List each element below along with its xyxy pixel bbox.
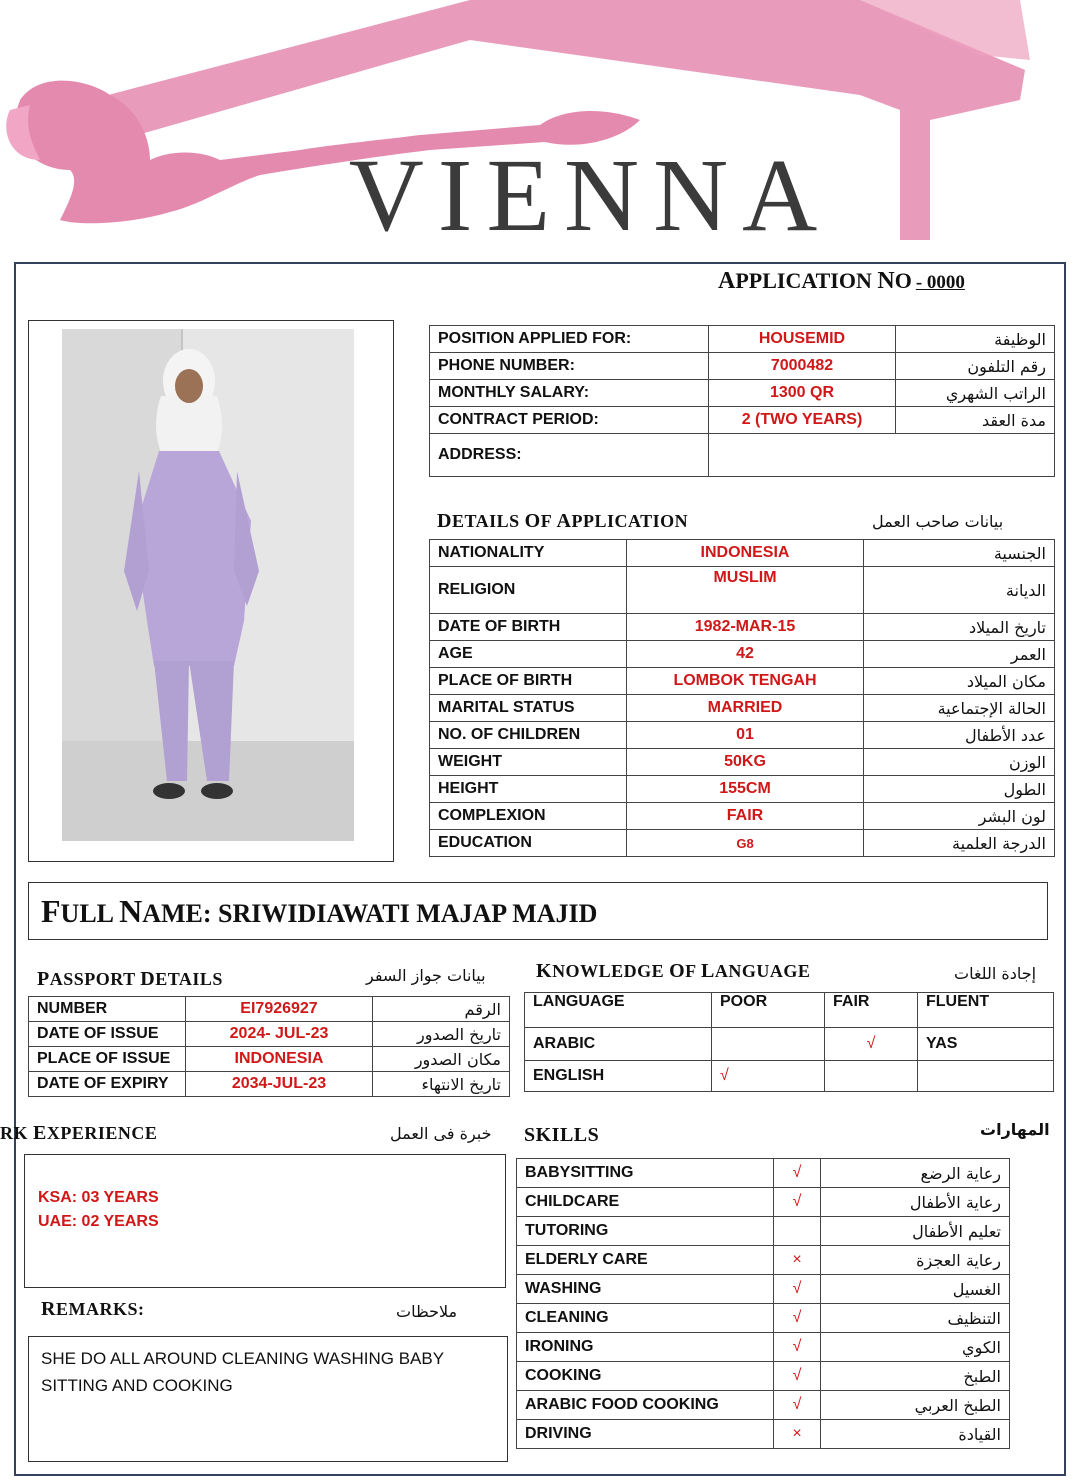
- row-label: MONTHLY SALARY:: [430, 380, 709, 407]
- language-poor: [712, 1028, 825, 1061]
- skill-arabic: الغسيل: [821, 1275, 1010, 1304]
- row-arabic: الوظيفة: [896, 326, 1055, 353]
- skills-title-arabic: المهارات: [980, 1120, 1050, 1139]
- row-arabic: مكان الصدور: [373, 1047, 510, 1072]
- row-label: NATIONALITY: [430, 540, 627, 567]
- row-arabic: تاريخ الميلاد: [864, 614, 1055, 641]
- row-value: FAIR: [627, 803, 864, 830]
- row-label: ADDRESS:: [430, 434, 709, 477]
- skill-arabic: الكوي: [821, 1333, 1010, 1362]
- row-value: 01: [627, 722, 864, 749]
- language-name: ARABIC: [525, 1028, 712, 1061]
- skill-arabic: التنظيف: [821, 1304, 1010, 1333]
- skill-mark: [774, 1217, 821, 1246]
- skill-name: COOKING: [517, 1362, 774, 1391]
- table-row: [430, 380, 1055, 407]
- skill-mark: √: [774, 1333, 821, 1362]
- details-title: DETAILS OF APPLICATION: [437, 510, 689, 532]
- full-name-value: SRIWIDIAWATI MAJAP MAJID: [218, 899, 598, 928]
- skill-name: CHILDCARE: [517, 1188, 774, 1217]
- language-poor: √: [712, 1061, 825, 1092]
- row-value: MUSLIM: [627, 567, 864, 614]
- row-value: 2034-JUL-23: [186, 1072, 373, 1097]
- work-title: RK EXPERIENCE: [0, 1122, 158, 1144]
- row-arabic: الدرجة العلمية: [864, 830, 1055, 857]
- row-arabic: رقم التلفون: [896, 353, 1055, 380]
- passport-title: PASSPORT DETAILS: [37, 968, 223, 990]
- table-row: [430, 641, 1055, 668]
- row-label: POSITION APPLIED FOR:: [430, 326, 709, 353]
- row-label: PLACE OF ISSUE: [29, 1047, 186, 1072]
- table-row: [29, 1022, 510, 1047]
- skill-name: WASHING: [517, 1275, 774, 1304]
- row-label: PHONE NUMBER:: [430, 353, 709, 380]
- skill-arabic: القيادة: [821, 1420, 1010, 1449]
- skill-arabic: الطبخ: [821, 1362, 1010, 1391]
- row-arabic: الطول: [864, 776, 1055, 803]
- header-fair: FAIR: [825, 993, 918, 1028]
- table-row: [517, 1159, 1010, 1188]
- header-poor: POOR: [712, 993, 825, 1028]
- table-row: [517, 1246, 1010, 1275]
- table-row: [517, 1188, 1010, 1217]
- row-label: MARITAL STATUS: [430, 695, 627, 722]
- row-value: 7000482: [709, 353, 896, 380]
- table-row: [29, 1047, 510, 1072]
- skill-mark: √: [774, 1391, 821, 1420]
- row-label: DATE OF EXPIRY: [29, 1072, 186, 1097]
- row-value: HOUSEMID: [709, 326, 896, 353]
- table-row: [525, 1028, 1054, 1061]
- row-arabic: الرقم: [373, 997, 510, 1022]
- skill-name: TUTORING: [517, 1217, 774, 1246]
- row-arabic: الديانة: [864, 567, 1055, 614]
- row-label: DATE OF BIRTH: [430, 614, 627, 641]
- table-row: [517, 1275, 1010, 1304]
- row-value: 42: [627, 641, 864, 668]
- row-arabic: الجنسية: [864, 540, 1055, 567]
- table-row: [517, 1333, 1010, 1362]
- row-value: 1982-MAR-15: [627, 614, 864, 641]
- row-arabic: تاريخ الصدور: [373, 1022, 510, 1047]
- table-row: [430, 540, 1055, 567]
- address-value: [709, 434, 1055, 477]
- table-row: [517, 1217, 1010, 1246]
- table-row: [430, 353, 1055, 380]
- passport-table: [28, 996, 510, 1097]
- row-arabic: الراتب الشهري: [896, 380, 1055, 407]
- skill-arabic: رعاية الأطفال: [821, 1188, 1010, 1217]
- remarks-text: SHE DO ALL AROUND CLEANING WASHING BABY SITTING AND COOKING: [41, 1349, 444, 1395]
- work-experience-box: [24, 1154, 506, 1288]
- language-fluent: [918, 1061, 1054, 1092]
- details-title-arabic: بيانات صاحب العمل: [872, 512, 1004, 531]
- skill-name: BABYSITTING: [517, 1159, 774, 1188]
- row-value: LOMBOK TENGAH: [627, 668, 864, 695]
- skill-mark: √: [774, 1188, 821, 1217]
- header-language: LANGUAGE: [525, 993, 712, 1028]
- skill-arabic: رعاية الرضع: [821, 1159, 1010, 1188]
- language-title: KNOWLEDGE OF LANGUAGE: [536, 960, 811, 982]
- skill-mark: √: [774, 1304, 821, 1333]
- row-value: 50KG: [627, 749, 864, 776]
- table-row: [29, 1072, 510, 1097]
- row-arabic: العمر: [864, 641, 1055, 668]
- language-fair: [825, 1061, 918, 1092]
- table-row: [29, 997, 510, 1022]
- language-name: ENGLISH: [525, 1061, 712, 1092]
- table-row: [430, 567, 1055, 614]
- skills-title: SKILLS: [524, 1124, 600, 1146]
- skill-name: ELDERLY CARE: [517, 1246, 774, 1275]
- skill-name: ARABIC FOOD COOKING: [517, 1391, 774, 1420]
- row-label: CONTRACT PERIOD:: [430, 407, 709, 434]
- table-row: [517, 1420, 1010, 1449]
- row-label: PLACE OF BIRTH: [430, 668, 627, 695]
- language-table: [524, 992, 1054, 1092]
- table-row: [430, 434, 1055, 477]
- table-row: [525, 1061, 1054, 1092]
- row-label: HEIGHT: [430, 776, 627, 803]
- table-row: [430, 614, 1055, 641]
- skill-name: DRIVING: [517, 1420, 774, 1449]
- row-label: NO. OF CHILDREN: [430, 722, 627, 749]
- logo-brand-text: VIENNA: [348, 137, 832, 253]
- row-arabic: مكان الميلاد: [864, 668, 1055, 695]
- table-row: [430, 803, 1055, 830]
- skill-arabic: رعاية العجزة: [821, 1246, 1010, 1275]
- work-title-arabic: خبرة فى العمل: [390, 1124, 492, 1143]
- table-row: [517, 1391, 1010, 1420]
- row-value: EI7926927: [186, 997, 373, 1022]
- table-row: [430, 407, 1055, 434]
- skill-arabic: الطبخ العربي: [821, 1391, 1010, 1420]
- candidate-photo: [28, 320, 394, 862]
- table-row: [517, 1362, 1010, 1391]
- row-value: 1300 QR: [709, 380, 896, 407]
- row-value: INDONESIA: [627, 540, 864, 567]
- row-label: DATE OF ISSUE: [29, 1022, 186, 1047]
- application-number: APPLICATION NO - 0000: [718, 268, 965, 294]
- row-arabic: مدة العقد: [896, 407, 1055, 434]
- row-value: G8: [627, 830, 864, 857]
- position-table: [429, 325, 1055, 477]
- table-row: [430, 695, 1055, 722]
- table-row: [430, 749, 1055, 776]
- table-row: [430, 830, 1055, 857]
- row-label: WEIGHT: [430, 749, 627, 776]
- row-value: 155CM: [627, 776, 864, 803]
- language-fair: √: [825, 1028, 918, 1061]
- row-label: EDUCATION: [430, 830, 627, 857]
- row-arabic: لون البشر: [864, 803, 1055, 830]
- table-row: [430, 776, 1055, 803]
- row-arabic: الحالة الإجتماعية: [864, 695, 1055, 722]
- skill-mark: √: [774, 1362, 821, 1391]
- skill-mark: √: [774, 1159, 821, 1188]
- table-row: [430, 326, 1055, 353]
- row-arabic: الوزن: [864, 749, 1055, 776]
- skill-mark: ×: [774, 1420, 821, 1449]
- table-row: [430, 668, 1055, 695]
- skill-name: CLEANING: [517, 1304, 774, 1333]
- row-label: NUMBER: [29, 997, 186, 1022]
- skill-name: IRONING: [517, 1333, 774, 1362]
- skills-table: [516, 1158, 1010, 1449]
- photo-illustration: [29, 321, 393, 861]
- table-header-row: [525, 993, 1054, 1028]
- header-fluent: FLUENT: [918, 993, 1054, 1028]
- row-arabic: تاريخ الانتهاء: [373, 1072, 510, 1097]
- remarks-box: [28, 1336, 508, 1462]
- skill-mark: ×: [774, 1246, 821, 1275]
- work-line: KSA: 03 YEARS: [38, 1189, 159, 1206]
- row-label: COMPLEXION: [430, 803, 627, 830]
- language-title-arabic: إجادة اللغات: [954, 964, 1037, 983]
- row-label: RELIGION: [430, 567, 627, 614]
- details-table: [429, 539, 1055, 857]
- skill-mark: √: [774, 1275, 821, 1304]
- table-row: [430, 722, 1055, 749]
- row-label: AGE: [430, 641, 627, 668]
- work-line: UAE: 02 YEARS: [38, 1213, 159, 1230]
- skill-arabic: تعليم الأطفال: [821, 1217, 1010, 1246]
- full-name: FULL NAME: SRIWIDIAWATI MAJAP MAJID: [28, 882, 1048, 940]
- remarks-title: REMARKS:: [41, 1298, 145, 1320]
- row-value: 2024- JUL-23: [186, 1022, 373, 1047]
- remarks-title-arabic: ملاحظات: [396, 1302, 458, 1321]
- table-row: [517, 1304, 1010, 1333]
- passport-title-arabic: بيانات جواز السفر: [366, 966, 486, 985]
- row-value: MARRIED: [627, 695, 864, 722]
- language-fluent: YAS: [918, 1028, 1054, 1061]
- row-value: INDONESIA: [186, 1047, 373, 1072]
- row-arabic: عدد الأطفال: [864, 722, 1055, 749]
- row-value: 2 (TWO YEARS): [709, 407, 896, 434]
